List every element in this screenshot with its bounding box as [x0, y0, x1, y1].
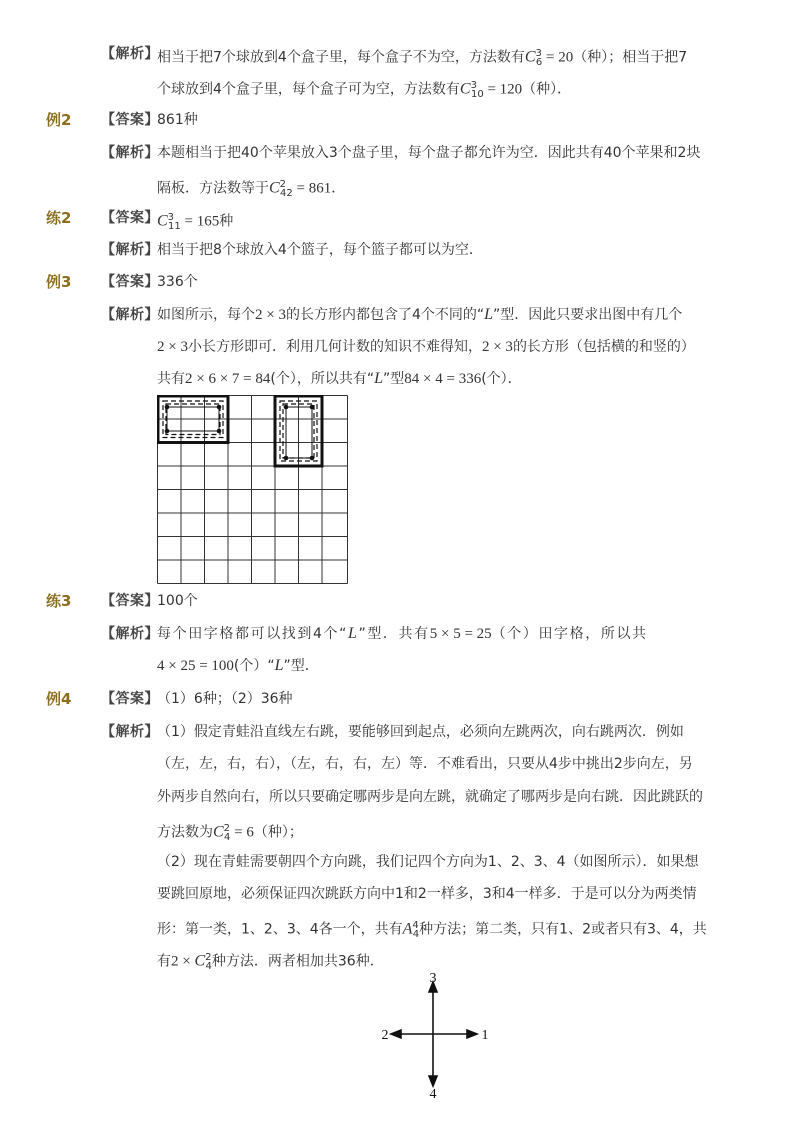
analysis-line	[157, 175, 345, 204]
combination-symbol: C	[269, 179, 280, 197]
superscript: 3	[535, 48, 542, 59]
combination-symbol: C	[213, 823, 224, 841]
math-value: = 6	[230, 824, 254, 841]
text-segment: 小长方形即可．利用几何计数的知识不难得知，	[187, 339, 482, 355]
analysis-line: 要跳回原地，必须保证四次跳跃方向中1和2一样多，3和4一样多．于是可以分为两类情	[157, 886, 697, 902]
math-value: L	[374, 370, 384, 387]
analysis-line: 本题相当于把40个苹果放入3个盘子里，每个盘子都允许为空．因此共有40个苹果和2块	[157, 145, 701, 161]
direction-label-down: 4	[429, 1087, 437, 1100]
direction-label-up: 3	[429, 971, 437, 986]
text-segment: 的长方形（包括横的和竖的）	[512, 339, 695, 355]
combination-symbol: C	[157, 212, 168, 230]
analysis-line: （2）现在青蛙需要朝四个方向跳，我们记四个方向为1、2、3、4（如图所示）．如果想	[157, 854, 699, 870]
answer-text: 861种	[157, 112, 198, 128]
text-segment: ．	[331, 180, 346, 197]
direction-label-right: 1	[481, 1028, 489, 1043]
subscript: 11	[168, 221, 181, 233]
superscript: 3	[470, 80, 477, 91]
math-value: = 120	[483, 81, 523, 98]
superscript: 4	[412, 920, 419, 931]
analysis-line	[157, 916, 707, 945]
analysis-line	[157, 948, 384, 977]
analysis-line	[157, 76, 571, 105]
math-value: 2 × 6 × 7 = 84	[185, 371, 271, 387]
analysis-tag: 【解析】	[101, 145, 159, 161]
example-label: 例4	[46, 690, 72, 708]
grid-figure	[157, 395, 349, 589]
answer-text: （1）6种；（2）36种	[157, 691, 293, 707]
answer-tag: 【答案】	[101, 210, 159, 226]
analysis-line: （左，左，右，右），（左，右，右，左）等．不难看出，只要从4步中挑出2步向左，另	[157, 756, 693, 772]
math-value: L	[274, 657, 284, 674]
combination-symbol: C	[459, 80, 471, 98]
direction-label-left: 2	[381, 1028, 389, 1043]
combination-symbol: C	[524, 48, 536, 66]
analysis-line	[157, 369, 522, 389]
practice-label: 练3	[46, 592, 72, 610]
answer-tag: 【答案】	[101, 112, 159, 128]
answer-tag: 【答案】	[101, 691, 159, 707]
text-segment: (个），所以共有“	[270, 371, 375, 387]
text-segment: 个球放到4个盒子里，每个盒子可为空，方法数有	[157, 81, 460, 98]
arrow-right-icon	[467, 1030, 477, 1038]
analysis-tag: 【解析】	[101, 626, 159, 642]
text-segment: （种）．	[522, 81, 572, 98]
text-segment: 相当于把7个球放到4个盒子里，每个盒子不为空，方法数有	[157, 49, 525, 66]
text-segment: (个）“	[233, 658, 275, 674]
combination-symbol: C	[194, 952, 206, 970]
text-segment: ”型	[383, 371, 405, 387]
text-segment: ”型．因此只要求出图中有几个	[493, 307, 683, 323]
answer-tag: 【答案】	[101, 593, 159, 609]
math-value: 2 × 3	[157, 339, 188, 355]
analysis-line: 外两步自然向右，所以只要确定哪两步是向左跳，就确定了哪两步是向右跳．因此跳跃的	[157, 789, 703, 805]
subscript: 42	[280, 188, 293, 200]
math-value: = 20	[542, 49, 574, 66]
subscript: 4	[412, 929, 420, 941]
analysis-line	[157, 624, 648, 644]
superscript: 2	[223, 823, 231, 834]
text-segment: （种）；相当于把7	[573, 49, 688, 66]
analysis-line	[157, 44, 687, 73]
example-label: 例2	[46, 111, 72, 129]
superscript: 2	[279, 179, 287, 190]
subscript: 4	[205, 961, 212, 973]
text-segment: ”型．共有	[358, 626, 430, 642]
text-segment: 隔板．方法数等于	[157, 180, 269, 197]
analysis-line	[157, 305, 682, 325]
text-segment: 共有	[157, 371, 185, 387]
text-segment: (个）．	[481, 371, 522, 387]
analysis-line	[157, 819, 303, 848]
analysis-tag: 【解析】	[101, 242, 159, 258]
math-value: 84 × 4 = 336	[404, 371, 482, 387]
text-segment: 如图所示，每个	[157, 307, 255, 323]
superscript: 2	[205, 952, 212, 963]
direction-diagram	[375, 970, 495, 1104]
text-segment: 每个田字格都可以找到4个“	[157, 626, 348, 642]
math-value: L	[484, 306, 494, 323]
math-value: 2 ×	[171, 953, 195, 970]
math-value: L	[347, 625, 359, 642]
text-segment: 的长方形内都包含了4个不同的“	[285, 307, 485, 323]
text-segment: ”型．	[283, 658, 319, 674]
answer-tag: 【答案】	[101, 274, 159, 290]
analysis-line	[157, 337, 695, 357]
superscript: 3	[167, 212, 175, 223]
arrow-left-icon	[391, 1030, 401, 1038]
subscript: 4	[224, 832, 231, 844]
subscript: 10	[470, 89, 484, 101]
analysis-line: （1）假定青蛙沿直线左右跳，要能够回到起点，必须向左跳两次，向右跳两次．例如	[157, 724, 684, 740]
answer-text: 100个	[157, 593, 198, 609]
subscript: 6	[535, 57, 543, 69]
analysis-tag: 【解析】	[101, 724, 159, 740]
practice-label: 练2	[46, 209, 72, 227]
math-value: 5 × 5 = 25	[429, 626, 492, 642]
text-segment: 种方法；第二类，只有1、2或者只有3、4，共	[419, 921, 707, 938]
math-value: = 165	[180, 213, 220, 230]
grid-lines	[158, 396, 348, 584]
text-segment: 有	[157, 953, 171, 970]
arrow-down-icon	[429, 1076, 437, 1086]
math-value: 2 × 3	[481, 339, 513, 355]
grid-svg	[157, 395, 349, 585]
text-segment: 方法数为	[157, 824, 213, 841]
text-segment: 种	[219, 213, 234, 230]
text-segment: 形：第一类，1、2、3、4各一个，共有	[157, 921, 403, 938]
permutation-symbol: A	[402, 920, 413, 938]
analysis-line: 相当于把8个球放入4个篮子，每个篮子都可以为空．	[157, 242, 483, 258]
analysis-tag: 【解析】	[101, 46, 159, 62]
math-value: 2 × 3	[255, 307, 286, 323]
direction-svg	[375, 970, 495, 1100]
text-segment: （个）田字格，所以共	[491, 626, 648, 642]
answer-text	[157, 208, 233, 237]
math-value: 4 × 25 = 100	[157, 658, 234, 674]
analysis-line	[157, 656, 319, 676]
analysis-tag: 【解析】	[101, 307, 159, 323]
math-value: = 861	[292, 180, 332, 197]
answer-text: 336个	[157, 274, 198, 290]
text-segment: （种）；	[253, 824, 303, 841]
text-segment: 种方法．两者相加共36种．	[211, 953, 384, 970]
example-label: 例3	[46, 273, 72, 291]
